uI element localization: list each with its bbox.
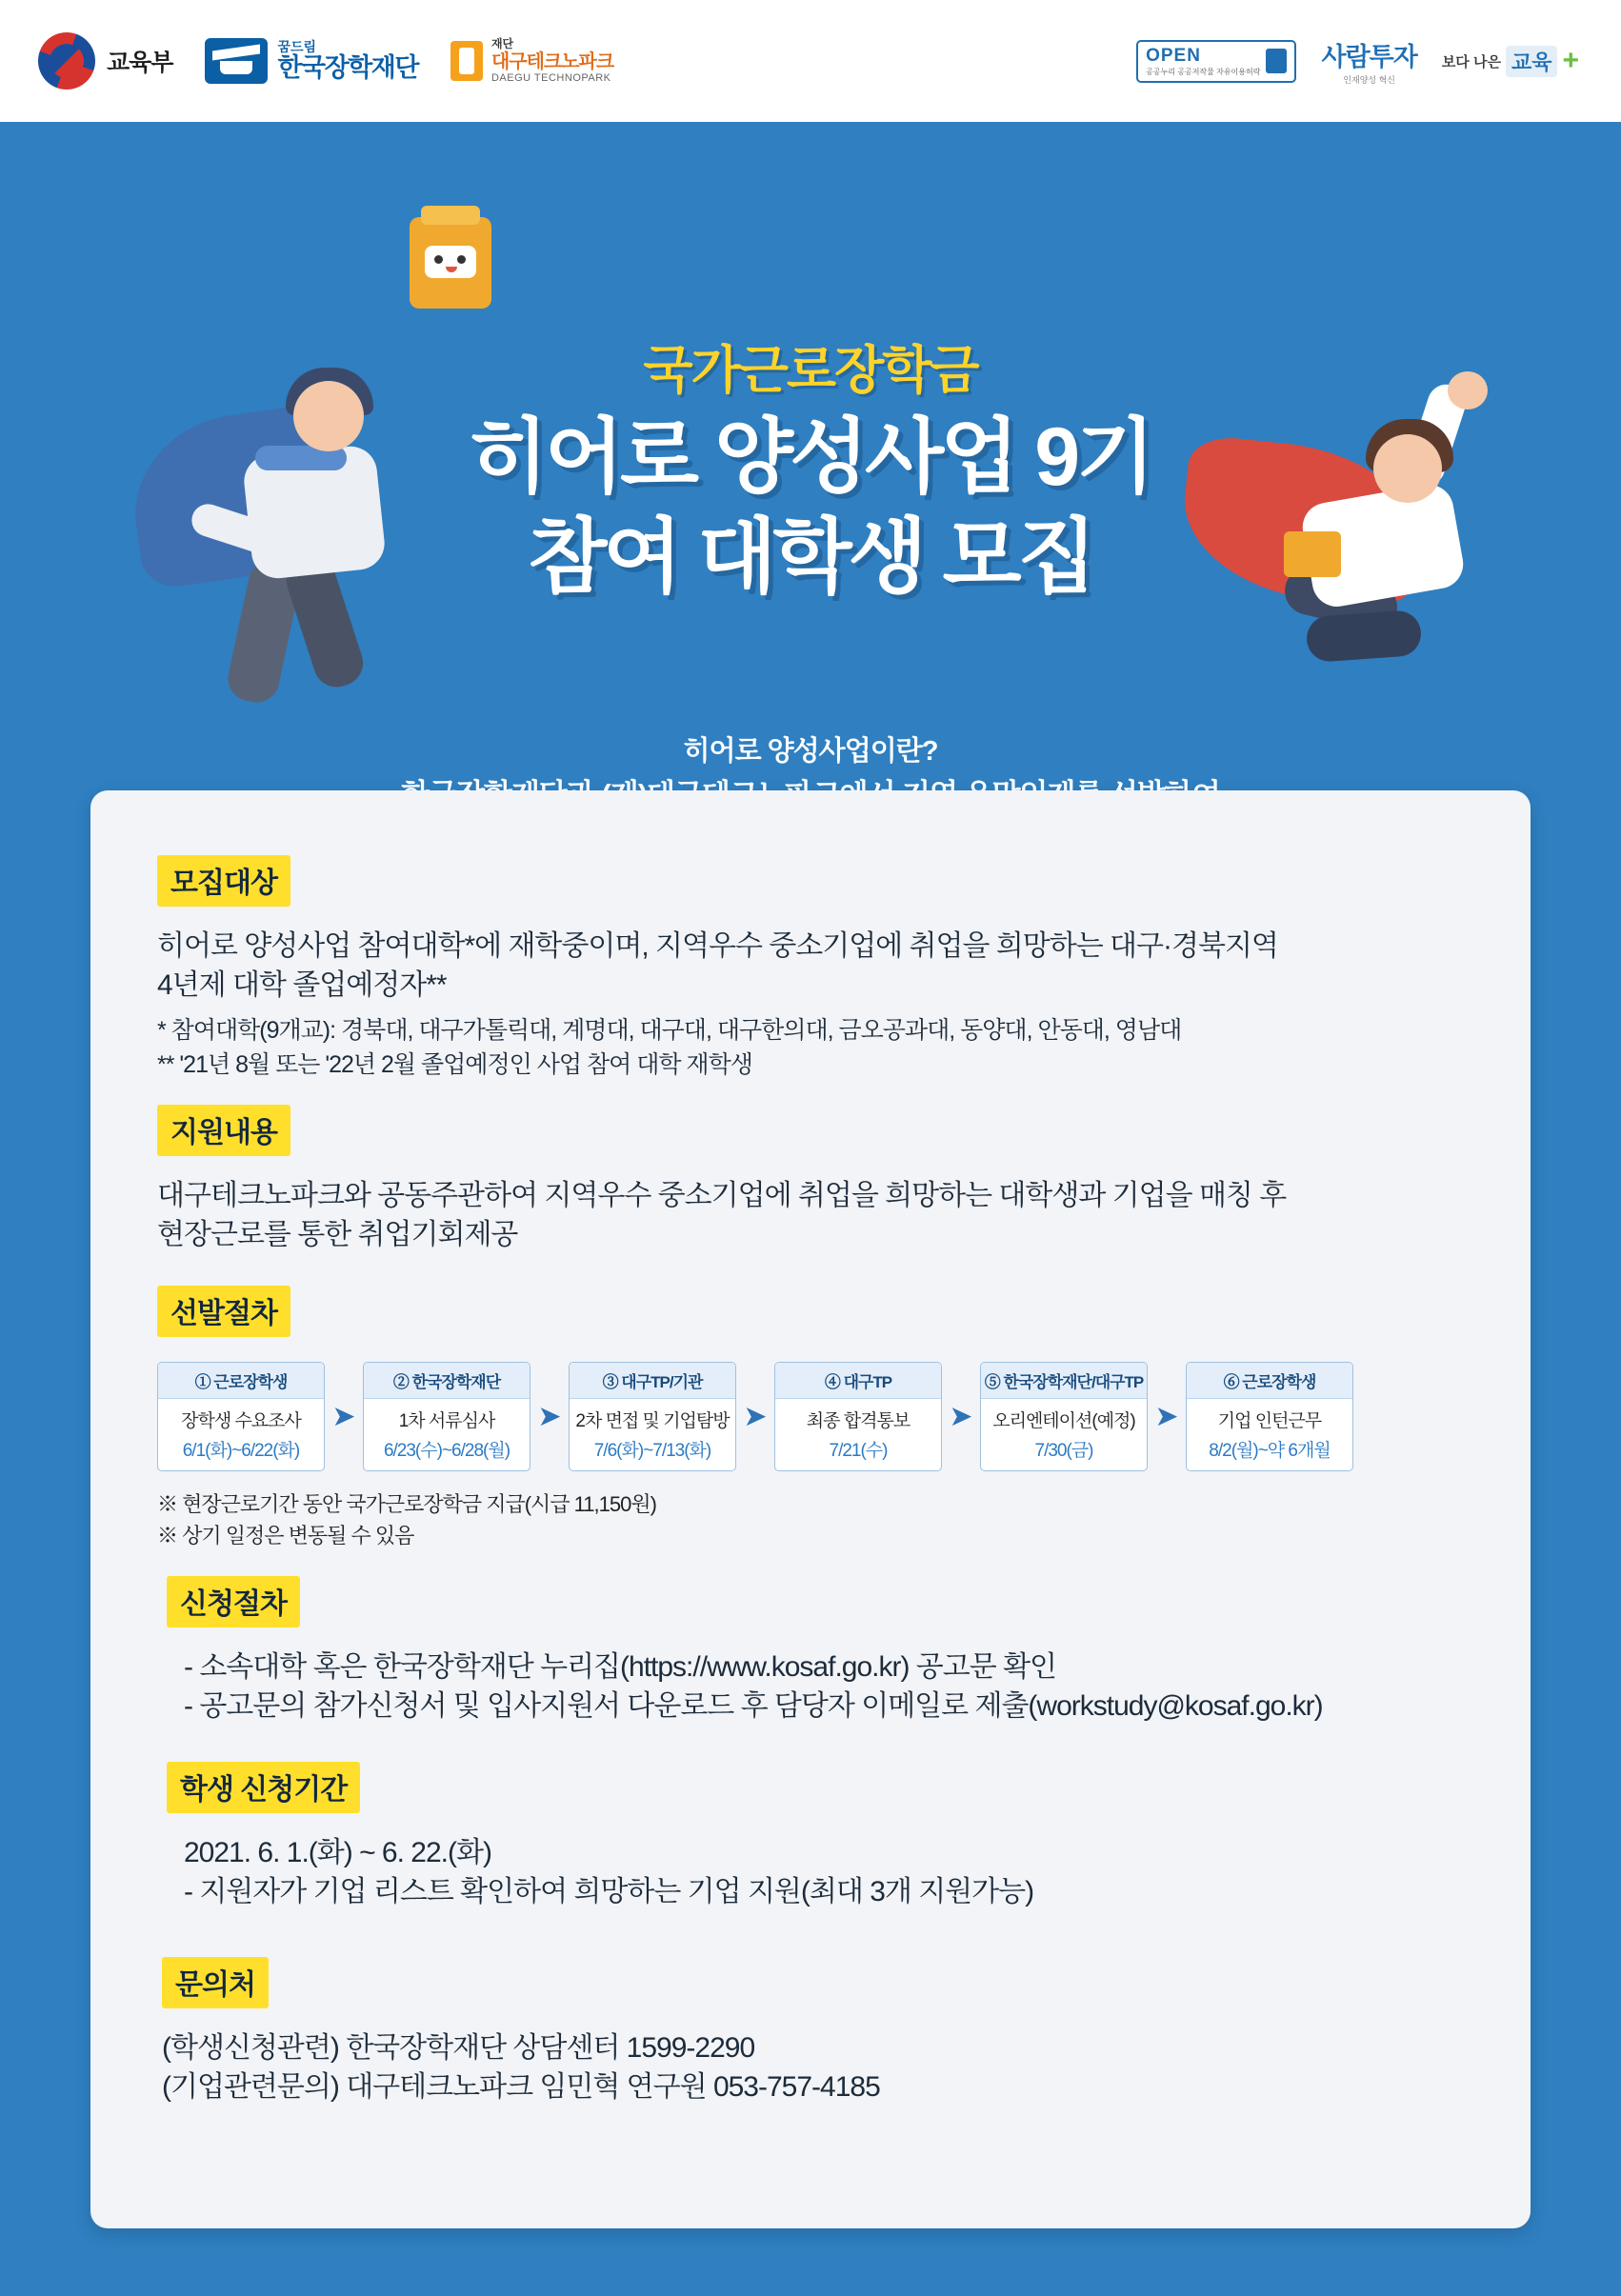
arrow-right-icon: ➤ — [537, 1401, 562, 1432]
process-step — [363, 1362, 530, 1471]
hero-desc-question: 히어로 양성사업이란? — [683, 736, 938, 767]
ministry-of-education-label: 교육부 — [107, 50, 173, 76]
process-note2: ※ 상기 일정은 변동될 수 있음 — [157, 1524, 414, 1547]
process-step-title: 1차 서류심사 — [398, 1411, 495, 1431]
process-step-head: ⑥ 근로장학생 — [1187, 1363, 1352, 1399]
arrow-right-icon: ➤ — [949, 1401, 973, 1432]
process-step-date: 6/1(화)~6/22(화) — [182, 1441, 300, 1461]
header-logos-right — [1136, 36, 1579, 86]
process-step-head: ⑤ 한국장학재단/대구TP — [981, 1363, 1147, 1399]
section-contact-line1: (학생신청관련) 한국장학재단 상담센터 1599-2290 — [162, 2032, 755, 2064]
process-step-title: 기업 인턴근무 — [1217, 1411, 1322, 1431]
header-logo-bar — [0, 0, 1621, 122]
book-mascot-icon — [410, 217, 491, 309]
plus-icon: + — [1562, 45, 1579, 76]
section-process — [157, 1286, 1471, 1551]
arrow-right-icon: ➤ — [743, 1401, 768, 1432]
section-support — [157, 1105, 1597, 1254]
process-step — [1186, 1362, 1353, 1471]
process-step-date: 6/23(수)~6/28(월) — [383, 1441, 510, 1461]
section-contact-tag: 문의처 — [162, 1957, 269, 2008]
open-license-badge — [1136, 40, 1296, 83]
header-logos-left — [38, 32, 613, 90]
process-step-date: 7/21(수) — [829, 1441, 888, 1461]
process-step-head: ④ 대구TP — [775, 1363, 941, 1399]
open-badge-sub: 공공누리 공공저작물 자유이용허락 — [1146, 67, 1261, 76]
section-target-note1: * 참여대학(9개교): 경북대, 대구가톨릭대, 계명대, 대구대, 대구한의대, 금오공과대, 동양대, 안동대, 영남대 — [157, 1017, 1182, 1044]
dtp-name: 대구테크노파크 — [490, 50, 614, 72]
hero-section — [0, 122, 1621, 789]
section-target-line1: 히어로 양성사업 참여대학*에 재학중이며, 지역우수 중소기업에 취업을 희망하는 대구·경북지역 — [157, 930, 1278, 962]
ministry-of-education-logo — [38, 32, 172, 90]
content-card — [90, 790, 1531, 2228]
better-education-prefix: 보다 나은 — [1441, 53, 1501, 70]
dtp-name-en: DAEGU TECHNOPARK — [490, 71, 611, 84]
section-period — [167, 1762, 1607, 1911]
process-step-date: 7/6(화)~7/13(화) — [593, 1441, 711, 1461]
taegeuk-icon — [38, 32, 95, 90]
process-step — [980, 1362, 1148, 1471]
section-period-tag: 학생 신청기간 — [167, 1762, 360, 1813]
technopark-icon — [450, 41, 483, 81]
process-step — [774, 1362, 942, 1471]
open-license-icon — [1266, 49, 1287, 73]
open-badge-label: OPEN — [1146, 45, 1201, 66]
saram-invest-logo — [1321, 36, 1416, 86]
arrow-right-icon: ➤ — [331, 1401, 356, 1432]
section-support-tag: 지원내용 — [157, 1105, 290, 1156]
process-step-title: 오리엔테이션(예정) — [992, 1411, 1135, 1431]
process-step-date: 8/2(월)~약 6개월 — [1209, 1441, 1331, 1461]
section-process-tag: 선발절차 — [157, 1286, 290, 1337]
better-education-logo — [1442, 45, 1579, 77]
hero-title — [0, 408, 1621, 608]
section-apply-line2: - 공고문의 참가신청서 및 입사지원서 다운로드 후 담당자 이메일로 제출(workstudy@kosaf.go.kr) — [184, 1689, 1323, 1722]
kosaf-logo — [205, 38, 418, 84]
section-target-note2: ** '21년 8월 또는 '22년 2월 졸업예정인 사업 참여 대학 재학생 — [157, 1050, 752, 1078]
process-step-head: ② 한국장학재단 — [364, 1363, 530, 1399]
graduation-cap-icon — [205, 38, 268, 84]
kosaf-logo-name: 한국장학재단 — [277, 53, 418, 83]
section-support-line1: 대구테크노파크와 공동주관하여 지역우수 중소기업에 취업을 희망하는 대학생과 기업을 매칭 후 — [157, 1180, 1287, 1211]
section-target — [157, 855, 1597, 1082]
process-step — [157, 1362, 325, 1471]
process-step-head: ① 근로장학생 — [158, 1363, 324, 1399]
hero-eyebrow: 국가근로장학금 — [643, 342, 978, 399]
process-step-title: 최종 합격통보 — [806, 1411, 911, 1431]
process-steps — [157, 1362, 1471, 1471]
section-target-tag: 모집대상 — [157, 855, 290, 907]
arrow-right-icon: ➤ — [1154, 1401, 1179, 1432]
section-contact — [162, 1957, 1602, 2106]
dtp-prefix: 재단 — [490, 37, 514, 51]
saram-invest-sub: 인재양성 혁신 — [1343, 75, 1395, 85]
section-support-line2: 현장근로를 통한 취업기회제공 — [157, 1218, 518, 1250]
kosaf-logo-sub: 꿈드림 — [277, 39, 317, 55]
section-target-line2: 4년제 대학 졸업예정자** — [157, 968, 447, 1001]
section-contact-line2: (기업관련문의) 대구테크노파크 임민혁 연구원 053-757-4185 — [162, 2070, 880, 2103]
process-step — [569, 1362, 736, 1471]
hero-title-line2: 참여 대학생 모집 — [528, 510, 1093, 603]
process-step-date: 7/30(금) — [1034, 1441, 1093, 1461]
process-step-title: 2차 면접 및 기업탐방 — [575, 1411, 730, 1431]
section-apply-line1: - 소속대학 혹은 한국장학재단 누리집(https://www.kosaf.go.kr) 공고문 확인 — [184, 1651, 1057, 1683]
hero-title-line1: 히어로 양성사업 9기 — [469, 411, 1152, 503]
section-apply-tag: 신청절차 — [167, 1576, 300, 1627]
daegu-technopark-logo — [450, 38, 613, 83]
section-period-line2: - 지원자가 기업 리스트 확인하여 희망하는 기업 지원(최대 3개 지원가능) — [184, 1875, 1034, 1907]
better-education-label: 교육 — [1506, 46, 1558, 77]
section-apply — [167, 1576, 1607, 1726]
saram-invest-label: 사람투자 — [1321, 43, 1417, 71]
process-step-title: 장학생 수요조사 — [181, 1411, 301, 1431]
process-note1: ※ 현장근로기간 동안 국가근로장학금 지급(시급 11,150원) — [157, 1492, 656, 1516]
process-step-head: ③ 대구TP/기관 — [570, 1363, 735, 1399]
section-period-line1: 2021. 6. 1.(화) ~ 6. 22.(화) — [184, 1837, 491, 1868]
